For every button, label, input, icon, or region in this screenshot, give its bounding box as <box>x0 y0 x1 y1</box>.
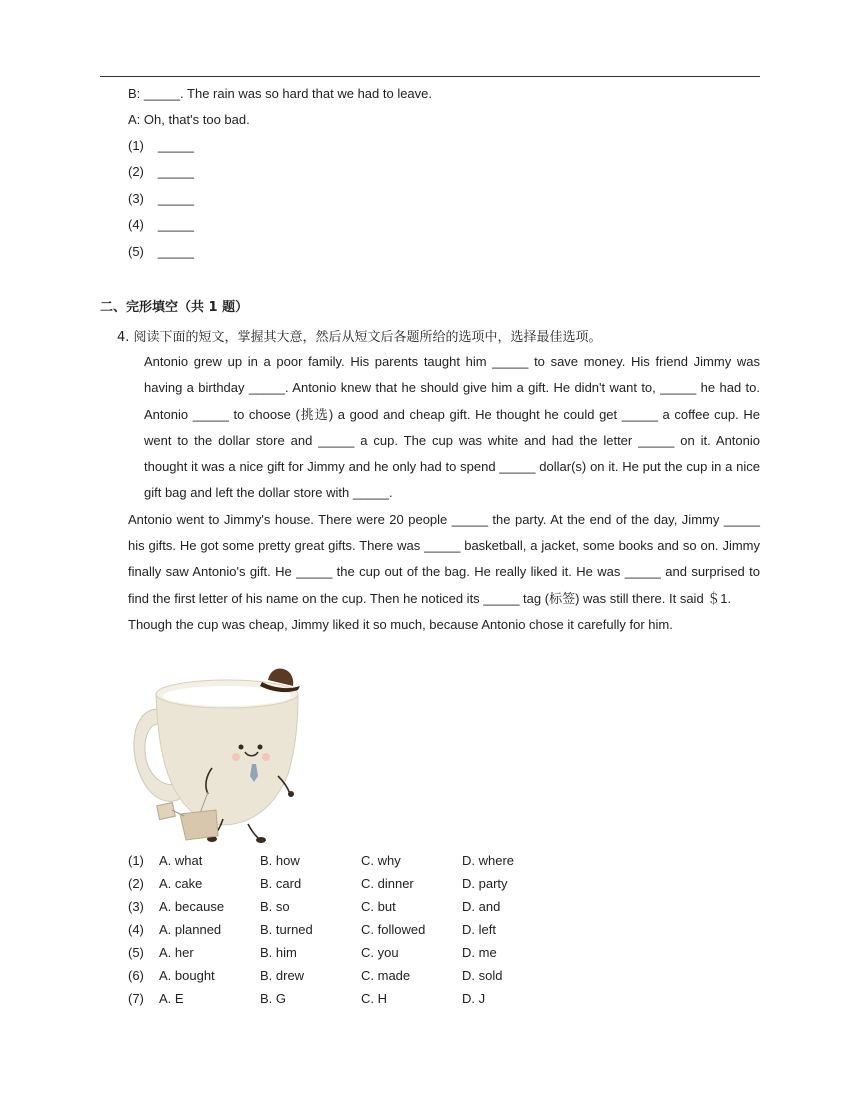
option-a: A. cake <box>159 876 203 891</box>
option-d: D. party <box>462 876 508 891</box>
option-a: A. planned <box>159 922 222 937</box>
question-instruction-line <box>117 326 602 345</box>
option-c: C. H <box>361 991 387 1006</box>
option-d: D. where <box>462 853 515 868</box>
answer-blank-row <box>128 191 194 207</box>
option-d: D. left <box>462 922 496 937</box>
option-row <box>128 918 562 941</box>
option-a: A. what <box>159 853 203 868</box>
option-row <box>128 964 562 987</box>
option-number: (2) <box>128 876 144 891</box>
option-number: (3) <box>128 899 144 914</box>
option-d: D. J <box>462 991 486 1006</box>
option-b: B. him <box>260 945 297 960</box>
answer-number: (2) <box>128 164 144 179</box>
option-number: (1) <box>128 853 144 868</box>
header-rule <box>100 76 760 77</box>
option-b: B. turned <box>260 922 313 937</box>
option-a: A. because <box>159 899 225 914</box>
answer-blank-row <box>128 164 194 180</box>
option-d: D. me <box>462 945 497 960</box>
cup-mascot-illustration <box>128 664 313 849</box>
option-d: D. and <box>462 899 501 914</box>
passage-paragraph-2: Antonio went to Jimmy's house. There were 20 people _____ the party. At the end of the day, Jimmy _____ his gifts. He got some pretty great gifts. There was _____ basketball, a jacket, some books and so on. Jimmy finally saw Antonio's gift. He _____ the cup out of the bag. He really liked it. He was _____ and surprised to find the first letter of his name on the cup. Then he noticed its _____ tag (标签) was still there. It said ＄1. <box>128 511 760 606</box>
option-number: (5) <box>128 945 144 960</box>
dialogue-line-b: B: _____. The rain was so hard that we had to leave. <box>128 86 433 101</box>
option-a: A. her <box>159 945 194 960</box>
dialogue-line-a: A: Oh, that's too bad. <box>128 112 250 127</box>
option-b: B. how <box>260 853 300 868</box>
option-b: B. drew <box>260 968 305 983</box>
answer-blank: _____ <box>157 164 195 179</box>
options-table <box>128 849 562 1010</box>
option-c: C. but <box>361 899 396 914</box>
option-c: C. you <box>361 945 399 960</box>
section-title: 二、完形填空（共 1 题） <box>100 300 249 315</box>
option-c: C. why <box>361 853 401 868</box>
option-a: A. E <box>159 991 184 1006</box>
answer-number: (3) <box>128 191 144 206</box>
option-b: B. so <box>260 899 290 914</box>
option-row <box>128 941 562 964</box>
option-a: A. bought <box>159 968 215 983</box>
option-row <box>128 987 562 1010</box>
answer-blank: _____ <box>157 191 195 206</box>
answer-blank-row <box>128 244 194 260</box>
answer-blank-row <box>128 138 194 154</box>
answer-blank: _____ <box>157 138 195 153</box>
option-c: C. followed <box>361 922 426 937</box>
answer-blank: _____ <box>157 217 195 232</box>
question-number: 4. <box>117 330 130 345</box>
answer-number: (5) <box>128 244 144 259</box>
question-instruction: 阅读下面的短文，掌握其大意，然后从短文后各题所给的选项中，选择最佳选项。 <box>133 330 602 345</box>
answer-blank: _____ <box>157 244 195 259</box>
passage-paragraph-3: Though the cup was cheap, Jimmy liked it so much, because Antonio chose it carefully for him. <box>128 616 673 632</box>
answer-number: (1) <box>128 138 144 153</box>
option-row <box>128 872 562 895</box>
answer-number: (4) <box>128 217 144 232</box>
cloze-passage <box>128 349 760 638</box>
option-number: (4) <box>128 922 144 937</box>
option-row <box>128 895 562 918</box>
option-b: B. G <box>260 991 287 1006</box>
option-c: C. dinner <box>361 876 414 891</box>
answer-blank-row <box>128 217 194 233</box>
option-number: (6) <box>128 968 144 983</box>
option-b: B. card <box>260 876 302 891</box>
option-number: (7) <box>128 991 144 1006</box>
option-c: C. made <box>361 968 411 983</box>
passage-paragraph-1: Antonio grew up in a poor family. His parents taught him _____ to save money. His friend Jimmy was having a birthday _____. Antonio knew that he should give him a gift. He didn't want to, _____ he had to. Antonio _____ to choose (挑选) a good and cheap gift. He thought he could get _____ a coffee cup. He went to the dollar store and _____ a cup. The cup was white and had the letter _____ on it. Antonio thought it was a nice gift for Jimmy and he only had to spend _____ dollar(s) on it. He put the cup in a nice gift bag and left the dollar store with _____. <box>144 354 760 501</box>
option-row <box>128 849 562 872</box>
option-d: D. sold <box>462 968 503 983</box>
